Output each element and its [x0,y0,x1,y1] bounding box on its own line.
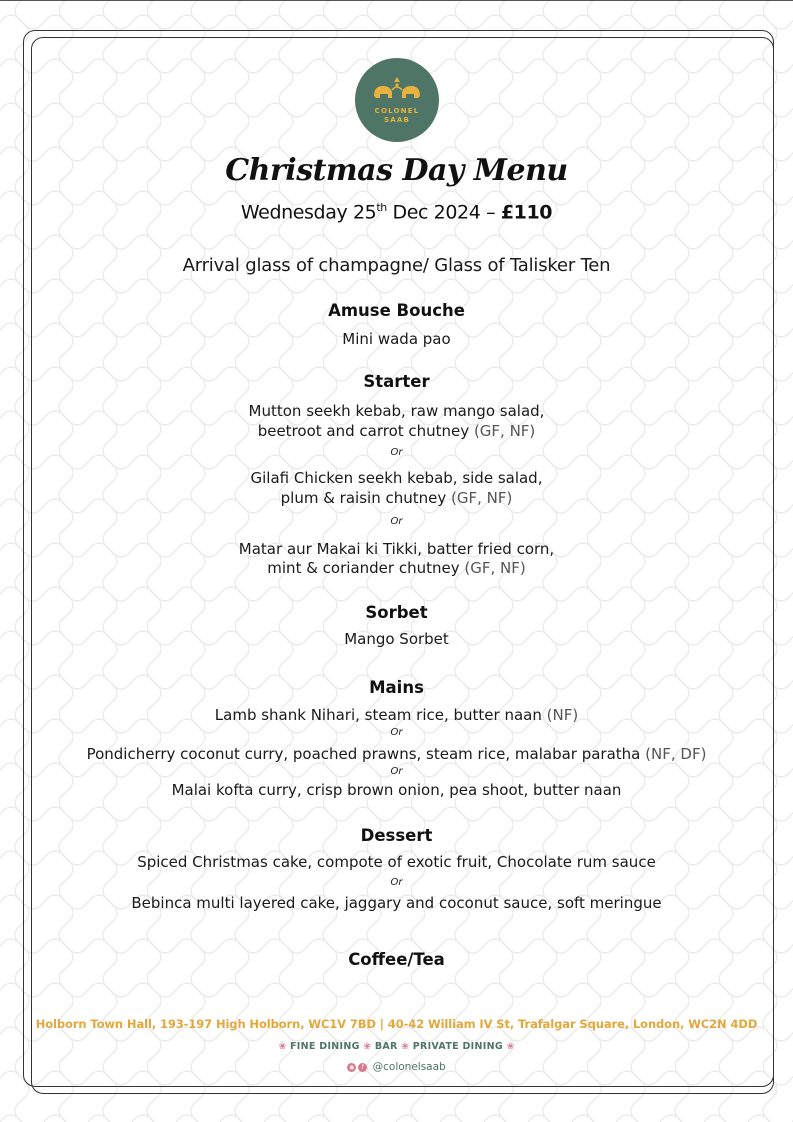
sorbet-heading: Sorbet [365,603,428,622]
date-rest: Dec 2024 – [386,201,501,224]
lotus-icon: ❀ [363,1042,372,1052]
footer-social [0,1061,793,1073]
or-divider: Or [390,727,403,738]
arrival-drink: Arrival glass of champagne/ Glass of Talisker Ten [182,255,611,276]
dessert-option-2: Bebinca multi layered cake, jaggary and coconut sauce, soft meringue [131,894,662,912]
starter-heading: Starter [363,372,430,391]
dessert-heading: Dessert [360,826,433,845]
dietary-tag: (GF, NF) [464,559,526,577]
starter-option-3-line2: mint & coriander chutney (GF, NF) [267,559,526,577]
mains-option-3: Malai kofta curry, crisp brown onion, pea shoot, butter naan [171,781,622,799]
dietary-tag: (NF) [546,706,579,724]
dietary-tag: (GF, NF) [451,489,513,507]
footer-addresses: Holborn Town Hall, 193-197 High Holborn, WC1V 7BD | 40-42 William IV St, Trafalgar Square, London, WC2N 4DD [35,1017,758,1031]
lotus-icon: ❀ [278,1042,287,1052]
facebook-icon[interactable]: f [358,1063,367,1072]
lotus-icon: ❀ [401,1042,410,1052]
or-divider: Or [390,766,403,777]
starter-option-2-line2: plum & raisin chutney (GF, NF) [280,489,513,507]
starter-option-3-line1: Matar aur Makai ki Tikki, batter fried corn, [238,540,555,558]
dietary-tag: (NF, DF) [645,745,707,763]
sorbet-item: Mango Sorbet [344,630,449,648]
price: £110 [500,201,553,224]
lotus-icon: ❀ [506,1042,515,1052]
page-title: Christmas Day Menu [225,153,568,188]
elephant-crest-icon [370,74,424,106]
or-divider: Or [390,877,403,888]
dessert-option-1: Spiced Christmas cake, compote of exotic fruit, Chocolate rum sauce [137,853,656,871]
colonel-saab-logo [355,58,439,142]
date-and-price [0,201,793,223]
or-divider: Or [390,447,403,458]
tag-fine-dining: FINE DINING [290,1041,360,1052]
starter-option-1-line1: Mutton seekh kebab, raw mango salad, [248,402,545,420]
amuse-bouche-heading: Amuse Bouche [328,301,465,320]
date-suffix: th [376,201,387,214]
tag-private-dining: PRIVATE DINING [412,1041,503,1052]
logo-text-line1: COLONEL [374,107,420,115]
starter-option-1-line2: beetroot and carrot chutney (GF, NF) [257,422,536,440]
logo-text-line2: SAAB [383,116,410,124]
social-handle[interactable]: @colonelsaab [372,1061,446,1073]
instagram-icon[interactable]: ◉ [349,1063,355,1071]
dietary-tag: (GF, NF) [473,422,536,440]
date-day: Wednesday 25 [240,201,377,224]
mains-heading: Mains [369,678,424,697]
mains-option-2: Pondicherry coconut curry, poached prawns, steam rice, malabar paratha (NF, DF) [86,745,707,763]
coffee-tea-heading: Coffee/Tea [348,950,445,969]
amuse-bouche-item: Mini wada pao [342,330,451,348]
tag-bar: BAR [374,1041,398,1052]
or-divider: Or [390,516,403,527]
starter-option-2-line1: Gilafi Chicken seekh kebab, side salad, [250,469,543,487]
footer-tagline [0,1041,793,1052]
mains-option-1: Lamb shank Nihari, steam rice, butter naan (NF) [214,706,579,724]
